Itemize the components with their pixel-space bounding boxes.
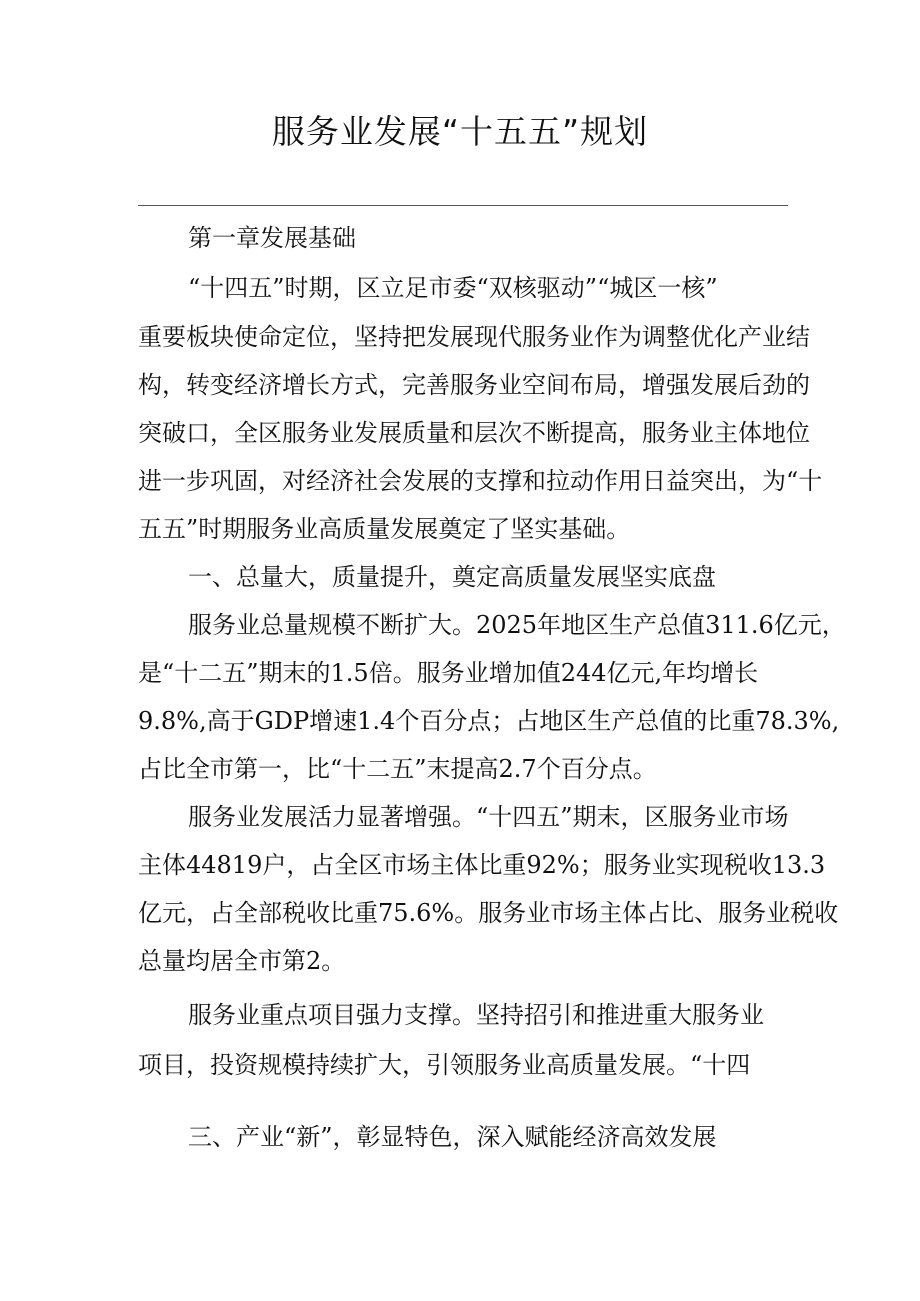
vitality-line-3: 亿元，占全部税收比重75.6%。服务业市场主体占比、服务业税收: [138, 899, 839, 927]
intro-line-4: 突破口，全区服务业发展质量和层次不断提高，服务业主体地位: [138, 419, 810, 447]
vitality-line-4: 总量均居全市第2。: [138, 947, 346, 975]
scale-line-1: 服务业总量规模不断扩大。2025年地区生产总值311.6亿元，: [188, 611, 846, 639]
scale-line-2: 是“十二五”期末的1.5倍。服务业增加值244亿元,年均增长: [138, 659, 759, 687]
chapter-heading: 第一章发展基础: [188, 224, 356, 252]
projects-line-1: 服务业重点项目强力支撑。坚持招引和推进重大服务业: [188, 1001, 764, 1029]
scale-line-3: 9.8%,高于GDP增速1.4个百分点；占地区生产总值的比重78.3%,: [138, 707, 840, 735]
intro-line-3: 构，转变经济增长方式，完善服务业空间布局，增强发展后劲的: [138, 371, 810, 399]
intro-line-5: 进一步巩固，对经济社会发展的支撑和拉动作用日益突出，为“十: [138, 467, 823, 495]
vitality-line-1: 服务业发展活力显著增强。“十四五”期末，区服务业市场: [188, 803, 789, 831]
vitality-line-2: 主体44819户，占全区市场主体比重92%；服务业实现税收13.3: [138, 851, 826, 879]
intro-line-2: 重要板块使命定位，坚持把发展现代服务业作为调整优化产业结: [138, 323, 810, 351]
intro-line-6: 五五”时期服务业高质量发展奠定了坚实基础。: [138, 515, 631, 543]
scale-line-4: 占比全市第一，比“十二五”末提高2.7个百分点。: [138, 755, 657, 783]
title-divider: [138, 205, 788, 206]
document-title: 服务业发展“十五五”规划: [271, 112, 649, 151]
section-three-heading: 三、产业“新”，彰显特色，深入赋能经济高效发展: [188, 1123, 717, 1151]
projects-line-2: 项目，投资规模持续扩大，引领服务业高质量发展。“十四: [138, 1051, 751, 1079]
intro-line-1: “十四五”时期，区立足市委“双核驱动”“城区一核”: [188, 274, 718, 302]
section-one-heading: 一、总量大，质量提升，奠定高质量发展坚实底盘: [188, 563, 716, 591]
